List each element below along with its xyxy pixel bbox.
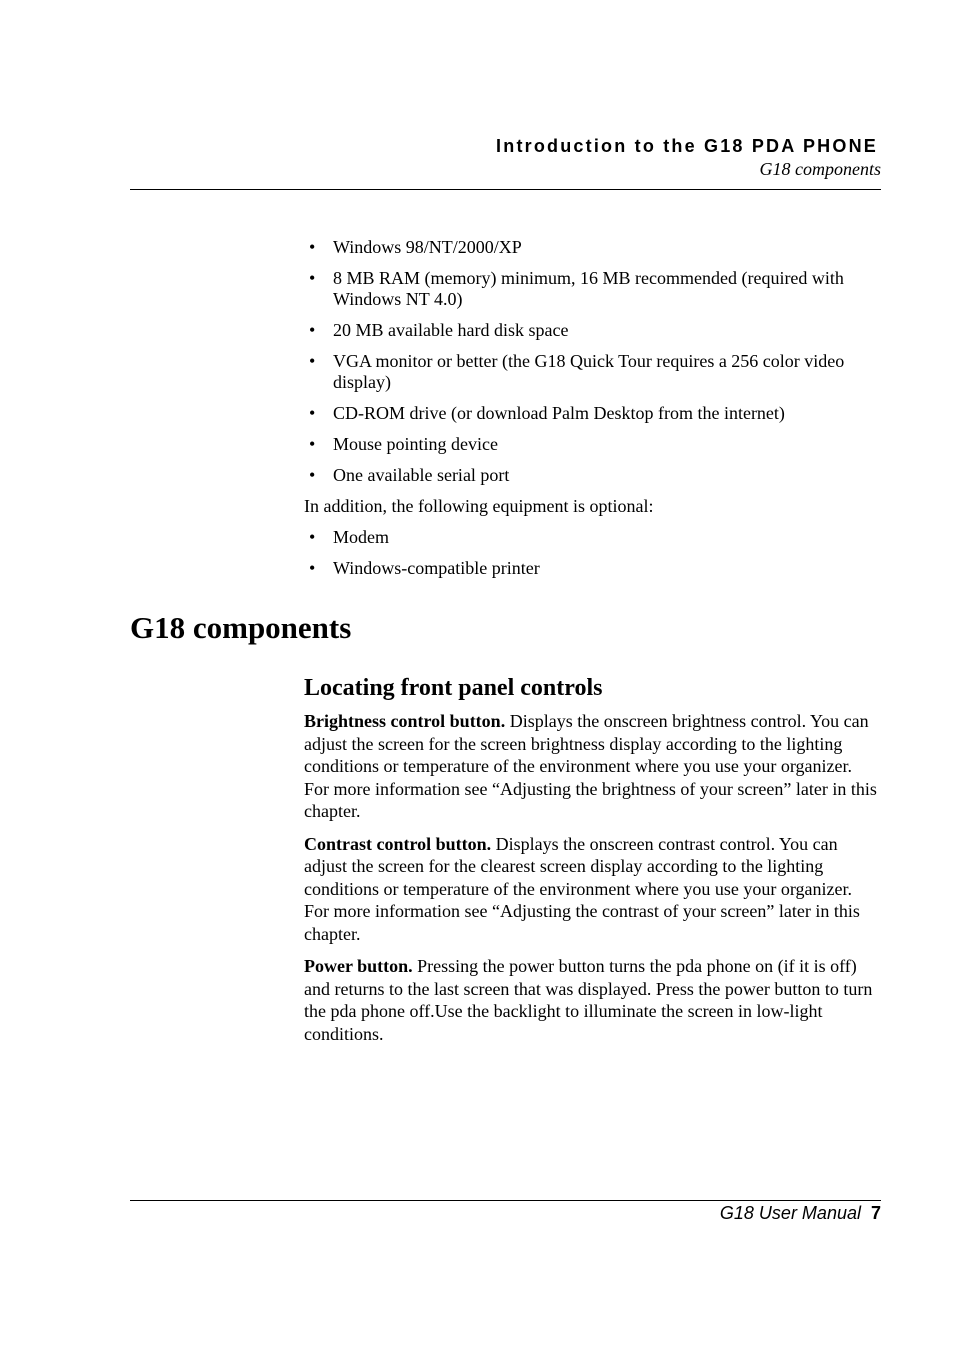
paragraph-term: Contrast control button. (304, 833, 492, 854)
list-item-text: CD-ROM drive (or download Palm Desktop from the internet) (333, 403, 785, 423)
list-item (304, 558, 881, 579)
paragraph-term: Power button. (304, 956, 413, 976)
manual-name: G18 User Manual (719, 1203, 861, 1223)
bullet-glyph: • (309, 434, 316, 454)
list-item (304, 465, 881, 486)
header-rule (130, 189, 881, 190)
list-item (304, 403, 881, 424)
bullet-glyph: • (309, 403, 316, 423)
list-item-text: 8 MB RAM (memory) minimum, 16 MB recommended (required with Windows NT 4.0) (333, 268, 844, 309)
requirements-list (304, 237, 881, 486)
power-paragraph (304, 955, 881, 1045)
list-item (304, 351, 881, 393)
bullet-glyph: • (309, 237, 316, 257)
list-item-text: Windows-compatible printer (333, 558, 540, 578)
footer-rule (130, 1200, 881, 1201)
list-item-text: Windows 98/NT/2000/XP (333, 237, 522, 257)
list-item (304, 237, 881, 258)
bullet-glyph: • (309, 465, 316, 485)
contrast-paragraph (304, 833, 881, 946)
bullet-glyph: • (309, 527, 316, 547)
list-item (304, 434, 881, 455)
page-footer (720, 1203, 881, 1224)
paragraph-text: Displays the onscreen brightness control. You can adjust the screen for the screen brightness display according to the lighting conditions or temperature of the environment where you use your organizer. For more information see “Adjusting the brightness of your screen” later in this chapter. (304, 711, 877, 821)
paragraph-text: Displays the onscreen contrast control. You can adjust the screen for the clearest screen display according to the lighting conditions or temperature of the environment where you use your organizer. For more information see “Adjusting the contrast of your screen” later in this chapter. (304, 833, 860, 944)
bullet-glyph: • (309, 558, 316, 578)
list-item-text: Modem (333, 527, 389, 547)
list-item-text: VGA monitor or better (the G18 Quick Tour requires a 256 color video display) (333, 351, 845, 392)
section-running-title: G18 components (759, 159, 881, 179)
list-item (304, 527, 881, 548)
section-heading: G18 components (130, 610, 352, 645)
paragraph-text: Pressing the power button turns the pda phone on (if it is off) and returns to the last screen that was displayed. Press the power button to turn the pda phone off.Use the backlight to illuminate the screen in low-light conditions. (304, 956, 873, 1044)
optional-intro: In addition, the following equipment is optional: (304, 496, 654, 516)
bullet-glyph: • (309, 320, 316, 340)
controls-block (304, 674, 881, 1055)
page-number: 7 (870, 1203, 881, 1223)
list-item-text: One available serial port (333, 465, 510, 485)
paragraph-term: Brightness control button. (304, 711, 506, 731)
bullet-glyph: • (309, 268, 316, 288)
list-item-text: Mouse pointing device (333, 434, 498, 454)
list-item (304, 268, 881, 310)
list-item (304, 320, 881, 341)
requirements-block (304, 237, 881, 589)
list-item-text: 20 MB available hard disk space (333, 320, 569, 340)
optional-list (304, 527, 881, 579)
subsection-heading: Locating front panel controls (304, 675, 603, 701)
brightness-paragraph (304, 710, 881, 823)
chapter-title: Introduction to the G18 PDA PHONE (496, 136, 878, 156)
bullet-glyph: • (309, 351, 316, 371)
